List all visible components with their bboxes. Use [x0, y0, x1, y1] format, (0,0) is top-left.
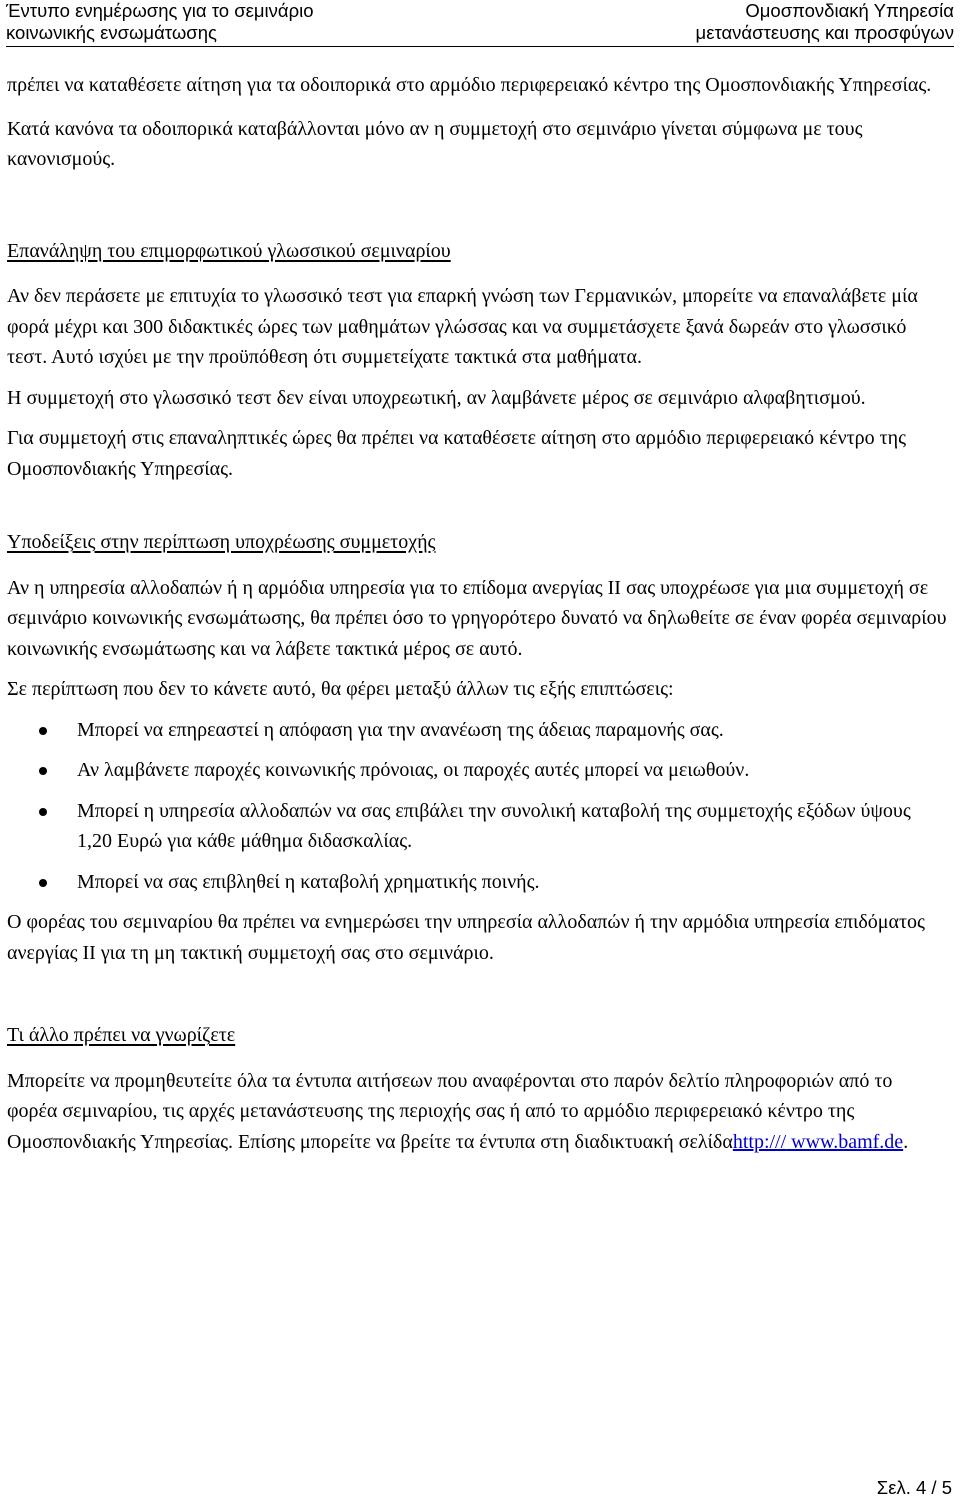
repeat-paragraph-2: Η συμμετοχή στο γλωσσικό τεστ δεν είναι υποχρεωτική, αν λαμβάνετε μέρος σε σεμινάριο αλφαβητισμού.	[7, 386, 866, 409]
obligation-paragraph-1: Αν η υπηρεσία αλλοδαπών ή η αρμόδια υπηρεσία για το επίδομα ανεργίας ΙΙ σας υποχρέωσε για μια συμμετοχή σε σεμινάριο κοινωνικής ενσωμάτωσης, θα πρέπει όσο το γρηγορότερο δυνατό να δηλωθείτε σε έναν φορέα σεμιναρίου κοινωνικής ενσωμάτωσης και να λάβετε τακτικά μέρος σε αυτό.	[7, 576, 947, 660]
header-title-line-2: κοινωνικής ενσωμάτωσης	[6, 22, 217, 43]
section-heading-other: Τι άλλο πρέπει να γνωρίζετε	[7, 1024, 236, 1046]
section-heading-obligation: Υποδείξεις στην περίπτωση υποχρέωσης συμμετοχής	[7, 531, 436, 553]
bullet-icon	[39, 879, 47, 887]
page-number: Σελ. 4 / 5	[876, 1477, 952, 1498]
list-item-text: Μπορεί να επηρεαστεί η απόφαση για την ανανέωση της άδειας παραμονής σας.	[77, 718, 724, 741]
header-agency-line-1: Ομοσπονδιακή Υπηρεσία	[745, 0, 954, 21]
document-body	[7, 70, 947, 1157]
consequences-list	[7, 715, 947, 898]
list-item	[7, 715, 947, 746]
bamf-website-link[interactable]	[733, 1131, 903, 1153]
obligation-paragraph-2: Σε περίπτωση που δεν το κάνετε αυτό, θα φέρει μεταξύ άλλων τις εξής επιπτώσεις:	[7, 678, 674, 700]
list-item	[7, 796, 947, 857]
other-paragraph-text: Μπορείτε να προμηθευτείτε όλα τα έντυπα αιτήσεων που αναφέρονται στο παρόν δελτίο πληροφοριών από το φορέα σεμιναρίου, τις αρχές μετανάστευσης της περιοχής σας ή από το αρμόδιο περιφερειακό κέντρο της Ομοσπονδιακής Υπηρεσίας. Επίσης μπορείτε να βρείτε τα έντυπα στη διαδικτυακή σελίδα	[7, 1069, 893, 1153]
bullet-icon	[39, 808, 47, 816]
header-agency-line-2: μετανάστευσης και προσφύγων	[695, 22, 954, 43]
list-item-text: Μπορεί να σας επιβληθεί η καταβολή χρηματικής ποινής.	[77, 870, 540, 893]
obligation-paragraph-3: Ο φορέας του σεμιναρίου θα πρέπει να ενημερώσει την υπηρεσία αλλοδαπών ή την αρμόδια υπηρεσία επιδόματος ανεργίας ΙΙ για τη μη τακτική συμμετοχή σας στο σεμινάριο.	[7, 911, 925, 964]
list-item	[7, 867, 947, 898]
link-domain: www.bamf.de	[786, 1130, 904, 1153]
header-agency-name	[696, 0, 954, 44]
header-document-title	[6, 0, 314, 44]
repeat-paragraph-1: Αν δεν περάσετε με επιτυχία το γλωσσικό τεστ για επαρκή γνώση των Γερμανικών, μπορείτε να επαναλάβετε μία φορά μέχρι και 300 διδακτικές ώρες των μαθημάτων γλώσσας και να συμμετάσχετε ξανά δωρεάν στο γλωσσικό τεστ. Αυτό ισχύει με την προϋπόθεση ότι συμμετείχατε τακτικά στα μαθήματα.	[7, 285, 918, 368]
header-divider	[6, 46, 954, 47]
bullet-icon	[39, 767, 47, 775]
other-paragraph-1	[7, 1066, 947, 1158]
list-item	[7, 755, 947, 786]
section-heading-repeat: Επανάληψη του επιμορφωτικού γλωσσικού σεμιναρίου	[7, 239, 451, 262]
bullet-icon	[39, 727, 47, 735]
intro-paragraph-2: Κατά κανόνα τα οδοιπορικά καταβάλλονται μόνο αν η συμμετοχή στο σεμινάριο γίνεται σύμφωνα με τους κανονισμούς.	[7, 117, 863, 170]
repeat-paragraph-3: Για συμμετοχή στις επαναληπτικές ώρες θα πρέπει να καταθέσετε αίτηση στο αρμόδιο περιφερειακό κέντρο της Ομοσπονδιακής Υπηρεσίας.	[7, 427, 907, 480]
page-header	[6, 0, 954, 44]
other-paragraph-end: .	[903, 1130, 909, 1153]
link-protocol: http:///	[732, 1130, 787, 1153]
list-item-text: Μπορεί η υπηρεσία αλλοδαπών να σας επιβάλει την συνολική καταβολή της συμμετοχής εξόδων ύψους 1,20 Ευρώ για κάθε μάθημα διδασκαλίας.	[77, 799, 911, 852]
intro-paragraph-1: πρέπει να καταθέσετε αίτηση για τα οδοιπορικά στο αρμόδιο περιφερειακό κέντρο της Ομοσπονδιακής Υπηρεσίας.	[7, 74, 932, 96]
list-item-text: Αν λαμβάνετε παροχές κοινωνικής πρόνοιας, οι παροχές αυτές μπορεί να μειωθούν.	[77, 759, 750, 781]
header-title-line-1: Έντυπο ενημέρωσης για το σεμινάριο	[6, 0, 314, 21]
